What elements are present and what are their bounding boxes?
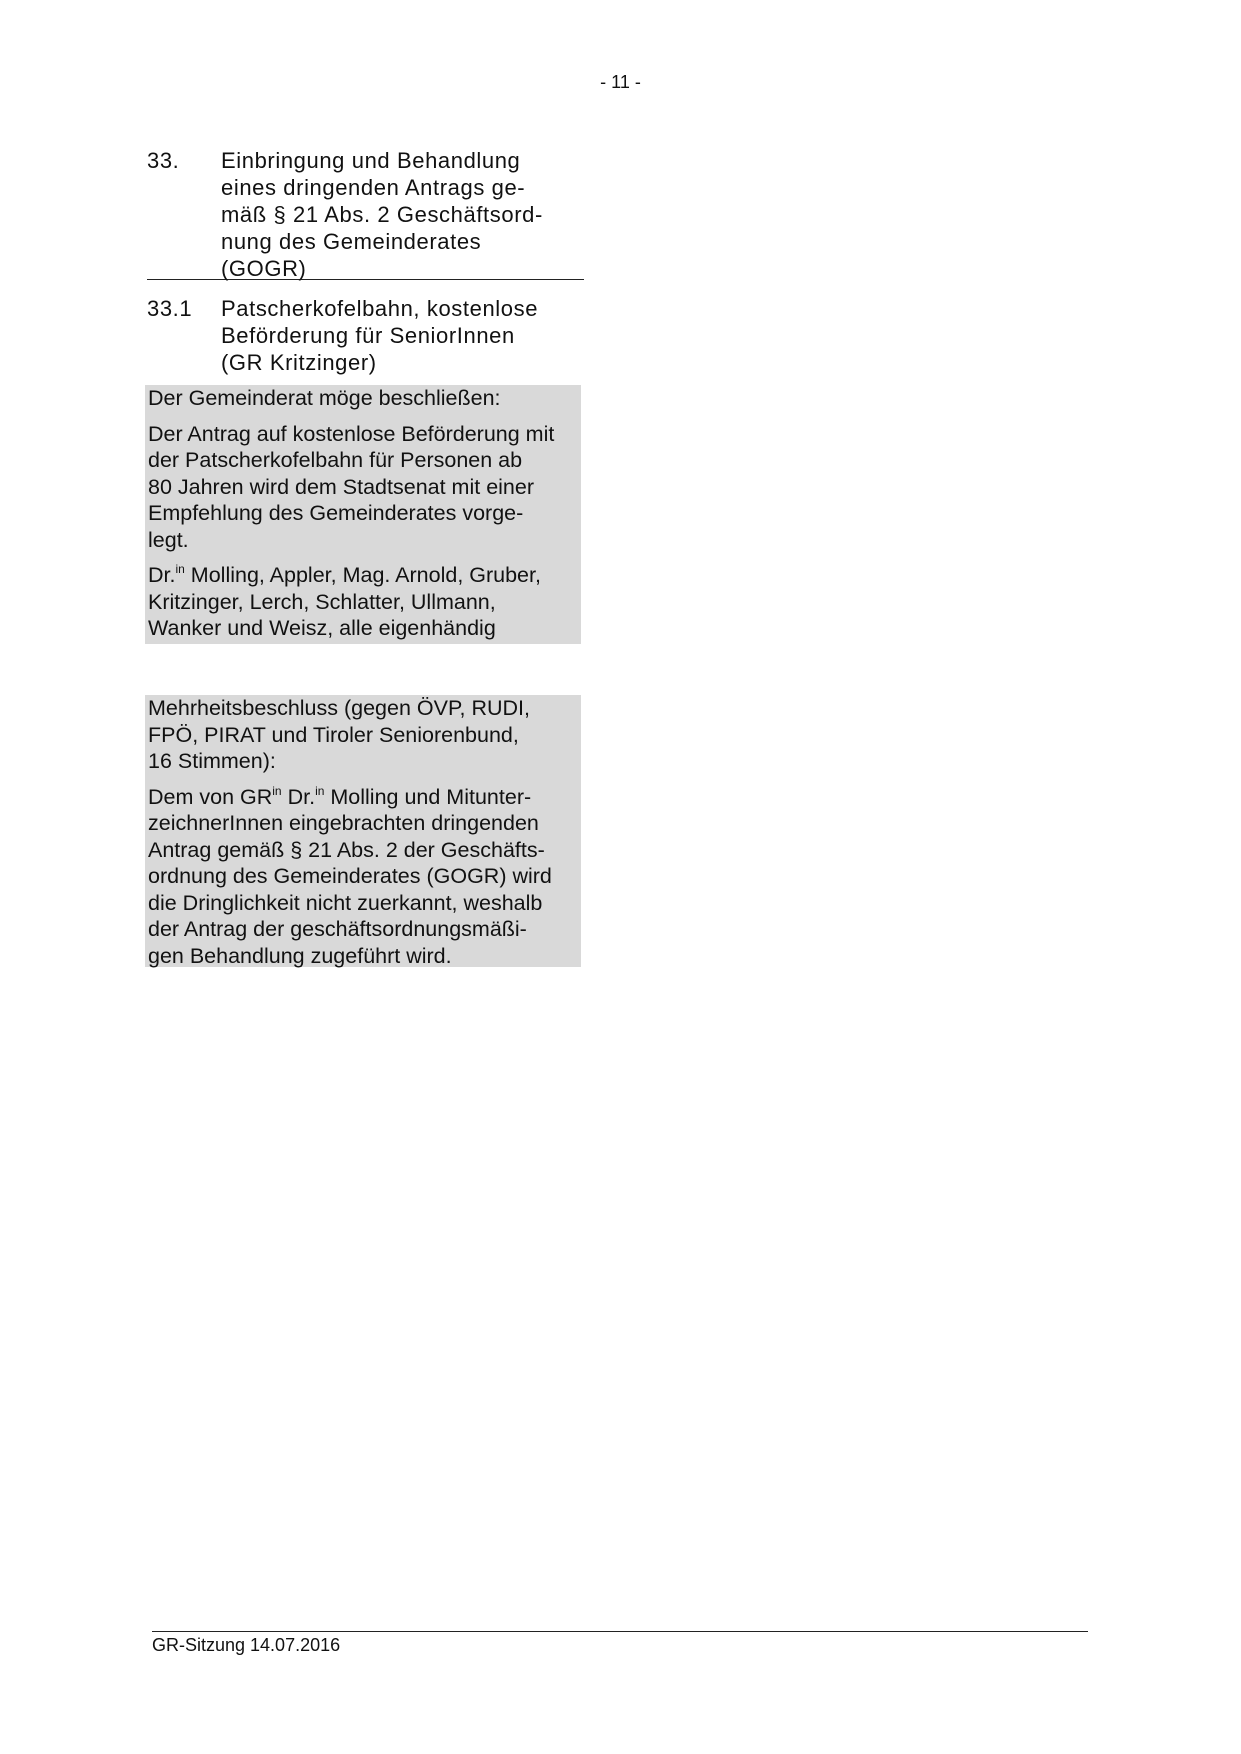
- signer-line: Kritzinger, Lerch, Schlatter, Ullmann,: [148, 589, 496, 614]
- motion-signers: [148, 562, 581, 642]
- agenda-item-33-heading: [147, 147, 584, 280]
- text-line: zeichnerInnen eingebrachten dringenden: [148, 811, 539, 835]
- motion-box: [145, 385, 581, 644]
- text-line: 80 Jahren wird dem Stadtsenat mit einer: [148, 474, 535, 499]
- signer-prefix: Dr.: [148, 563, 176, 587]
- agenda-subitem-number: 33.1: [147, 296, 193, 321]
- decision-box: [145, 695, 581, 967]
- title-line: (GOGR): [221, 256, 307, 281]
- title-line: Einbringung und Behandlung: [221, 148, 521, 173]
- signer-sup: in: [175, 562, 185, 576]
- text-line: Mehrheitsbeschluss (gegen ÖVP, RUDI,: [148, 696, 531, 720]
- title-line: Patscherkofelbahn, kostenlose: [221, 296, 539, 321]
- text-line: Antrag gemäß § 21 Abs. 2 der Geschäfts-: [148, 837, 545, 862]
- text-sup: in: [315, 783, 325, 798]
- text-line: Der Antrag auf kostenlose Beförderung mit: [148, 421, 555, 446]
- title-line: eines dringenden Antrags ge-: [221, 175, 526, 200]
- text-line: die Dringlichkeit nicht zuerkannt, weshalb: [148, 890, 543, 915]
- text-line: FPÖ, PIRAT und Tiroler Seniorenbund,: [148, 722, 519, 747]
- text-segment: Dem von GR: [148, 784, 273, 809]
- title-line: nung des Gemeinderates: [221, 229, 482, 254]
- signer-line: Wanker und Weisz, alle eigenhändig: [148, 616, 496, 640]
- text-line: der Patscherkofelbahn für Personen ab: [148, 448, 523, 472]
- motion-text: [148, 421, 581, 554]
- text-line: der Antrag der geschäftsordnungsmäßi-: [148, 917, 527, 941]
- decision-text: [148, 784, 581, 970]
- footer-divider: [152, 1631, 1088, 1632]
- agenda-item-33-1-heading: [147, 295, 584, 376]
- agenda-item-number: 33.: [147, 148, 180, 173]
- vote-result: [148, 695, 581, 775]
- text-line: legt.: [148, 527, 189, 552]
- footer-session-date: GR-Sitzung 14.07.2016: [152, 1635, 341, 1655]
- text-line: 16 Stimmen):: [148, 749, 276, 773]
- agenda-subitem-title: [221, 295, 591, 376]
- text-sup: in: [272, 783, 282, 798]
- title-line: Beförderung für SeniorInnen: [221, 323, 515, 348]
- text-line: gen Behandlung zugeführt wird.: [148, 943, 452, 968]
- page-number: - 11 -: [600, 72, 641, 92]
- title-line: (GR Kritzinger): [221, 350, 377, 375]
- motion-intro: Der Gemeinderat möge beschließen:: [148, 386, 501, 410]
- title-line: mäß § 21 Abs. 2 Geschäftsord-: [221, 202, 543, 227]
- agenda-item-title: [221, 147, 591, 282]
- text-line: Empfehlung des Gemeinderates vorge-: [148, 501, 524, 525]
- text-segment: Molling und Mitunter-: [324, 784, 532, 809]
- signer-line: Molling, Appler, Mag. Arnold, Gruber,: [184, 563, 541, 587]
- text-segment: Dr.: [281, 784, 316, 809]
- text-line: ordnung des Gemeinderates (GOGR) wird: [148, 864, 552, 888]
